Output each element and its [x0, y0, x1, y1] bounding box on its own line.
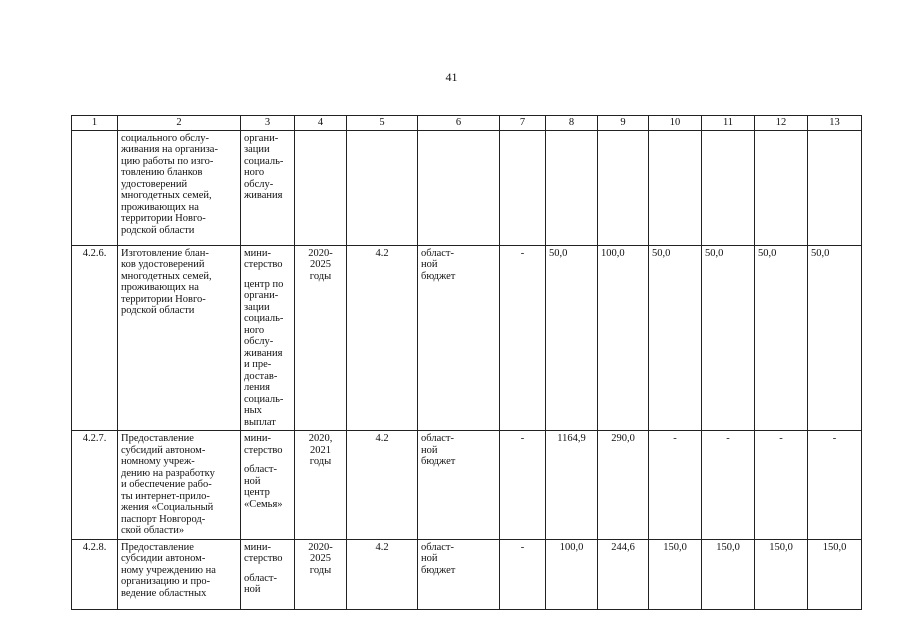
cell-line: живания	[244, 347, 283, 359]
cell-c13	[808, 130, 862, 245]
cell-c13: 150,0	[808, 539, 862, 609]
cell-line: бюджет	[421, 564, 456, 576]
cell-line: зации	[244, 301, 270, 313]
cell-line: мини-	[244, 541, 271, 553]
cell-c6	[418, 245, 500, 431]
cell-c10: 150,0	[649, 539, 702, 609]
cell-c3	[241, 431, 295, 540]
cell-line: област-	[421, 541, 454, 553]
cell-line: социаль-	[244, 313, 284, 324]
cell-line: родской области	[121, 224, 195, 236]
cell-line: социаль-	[244, 155, 284, 167]
cell-c4	[295, 130, 347, 245]
cell-line: 2020-	[308, 541, 333, 553]
cell-c1: 4.2.6.	[72, 245, 118, 431]
cell-line: органи-	[244, 132, 279, 144]
cell-line: Предоставление	[121, 433, 194, 444]
cell-line: органи-	[244, 290, 279, 301]
cell-line: 2021	[310, 444, 331, 456]
cell-line: ведение областных	[121, 587, 207, 599]
cell-line: и обеспечение рабо-	[121, 479, 212, 490]
cell-line: област-	[244, 572, 277, 584]
cell-line: родской области	[121, 305, 195, 316]
cell-c10: 50,0	[649, 245, 702, 431]
cell-line: 2020-	[308, 247, 333, 259]
cell-line: паспорт Новгород-	[121, 513, 206, 525]
cell-c2	[118, 130, 241, 245]
table-row	[72, 130, 862, 245]
cell-c12	[755, 130, 808, 245]
cell-c5: 4.2	[347, 245, 418, 431]
cell-line: ской области»	[121, 525, 185, 536]
cell-line: Предоставление	[121, 541, 194, 553]
cell-line: «Семья»	[244, 498, 283, 510]
cell-line: мини-	[244, 433, 271, 444]
cell-line: социального обслу-	[121, 132, 209, 144]
header-cell: 7	[500, 116, 546, 131]
cell-c3	[241, 130, 295, 245]
cell-line: живания	[244, 190, 283, 201]
cell-c12: 50,0	[755, 245, 808, 431]
cell-line: проживающих на	[121, 201, 199, 213]
cell-c8	[546, 130, 598, 245]
cell-line: бюджет	[421, 456, 456, 467]
table-row	[72, 539, 862, 609]
cell-line: ной	[244, 475, 261, 487]
cell-c8: 100,0	[546, 539, 598, 609]
cell-line: многодетных семей,	[121, 190, 212, 201]
header-cell: 4	[295, 116, 347, 131]
cell-line: годы	[309, 270, 332, 282]
cell-c5: 4.2	[347, 431, 418, 540]
cell-line: област-	[421, 247, 454, 259]
header-cell: 10	[649, 116, 702, 131]
cell-line: товлению бланков	[121, 167, 203, 178]
cell-c4	[295, 539, 347, 609]
cell-line: многодетных семей,	[121, 270, 212, 282]
cell-line: Изготовление блан-	[121, 247, 209, 259]
cell-c3	[241, 539, 295, 609]
header-cell: 12	[755, 116, 808, 131]
cell-c11: -	[702, 431, 755, 540]
cell-gap	[244, 565, 291, 573]
cell-line: стерство	[244, 444, 283, 456]
cell-c2	[118, 431, 241, 540]
cell-c11: 150,0	[702, 539, 755, 609]
cell-line: 2025	[310, 259, 331, 270]
cell-line: жения «Социальный	[121, 502, 214, 513]
cell-c5	[347, 130, 418, 245]
program-table	[71, 115, 862, 610]
cell-line: 2025	[310, 553, 331, 564]
cell-line: живания на организа-	[121, 144, 218, 155]
header-cell: 5	[347, 116, 418, 131]
cell-c9: 244,6	[598, 539, 649, 609]
cell-line: центр	[244, 487, 270, 498]
cell-gap	[244, 271, 291, 279]
cell-c7	[500, 130, 546, 245]
cell-line: ты интернет-прило-	[121, 490, 210, 502]
cell-c7: -	[500, 431, 546, 540]
cell-c11	[702, 130, 755, 245]
cell-line: ления	[244, 382, 270, 393]
cell-line: годы	[309, 456, 332, 467]
cell-line: и пре-	[244, 359, 272, 370]
cell-c10: -	[649, 431, 702, 540]
cell-c1: 4.2.7.	[72, 431, 118, 540]
cell-c2	[118, 245, 241, 431]
header-row	[72, 116, 862, 131]
cell-line: бюджет	[421, 270, 456, 282]
cell-line: территории Новго-	[121, 293, 206, 305]
cell-line: центр по	[244, 278, 284, 290]
cell-line: ному учреждению на	[121, 564, 216, 576]
cell-c11: 50,0	[702, 245, 755, 431]
cell-line: 2020,	[308, 433, 333, 444]
cell-line: организацию и про-	[121, 576, 211, 587]
cell-line: социаль-	[244, 393, 284, 405]
cell-c3	[241, 245, 295, 431]
cell-line: мини-	[244, 247, 271, 259]
cell-line: дению на разработку	[121, 467, 215, 479]
cell-c9	[598, 130, 649, 245]
cell-c8: 1164,9	[546, 431, 598, 540]
cell-line: территории Новго-	[121, 213, 206, 224]
cell-line: ного	[244, 167, 265, 178]
cell-c13: -	[808, 431, 862, 540]
cell-gap	[244, 456, 291, 464]
cell-c4	[295, 431, 347, 540]
cell-line: ной	[421, 259, 438, 270]
header-cell: 8	[546, 116, 598, 131]
cell-c13: 50,0	[808, 245, 862, 431]
header-cell: 9	[598, 116, 649, 131]
cell-c12: 150,0	[755, 539, 808, 609]
cell-c12: -	[755, 431, 808, 540]
table-row	[72, 431, 862, 540]
cell-line: обслу-	[244, 178, 274, 190]
cell-line: проживающих на	[121, 282, 199, 293]
cell-c5: 4.2	[347, 539, 418, 609]
cell-line: цию работы по изго-	[121, 155, 214, 167]
cell-line: субсидий автоном-	[121, 444, 206, 456]
header-cell: 6	[418, 116, 500, 131]
cell-line: ной	[421, 553, 438, 564]
cell-line: годы	[309, 564, 332, 576]
cell-line: стерство	[244, 259, 283, 270]
cell-c8: 50,0	[546, 245, 598, 431]
cell-line: стерство	[244, 553, 283, 564]
cell-c10	[649, 130, 702, 245]
header-cell: 1	[72, 116, 118, 131]
cell-line: ной	[421, 444, 438, 456]
cell-c6	[418, 431, 500, 540]
cell-line: субсидии автоном-	[121, 553, 206, 564]
cell-line: ных	[244, 405, 262, 416]
header-cell: 11	[702, 116, 755, 131]
cell-c9: 100,0	[598, 245, 649, 431]
cell-line: обслу-	[244, 336, 274, 347]
cell-line: ного	[244, 324, 265, 336]
cell-c6	[418, 130, 500, 245]
cell-line: выплат	[244, 416, 276, 428]
header-cell: 3	[241, 116, 295, 131]
header-cell: 2	[118, 116, 241, 131]
cell-c9: 290,0	[598, 431, 649, 540]
header-cell: 13	[808, 116, 862, 131]
cell-line: област-	[244, 464, 277, 475]
cell-c2	[118, 539, 241, 609]
table-row	[72, 245, 862, 431]
cell-c1	[72, 130, 118, 245]
page-number: 41	[445, 70, 458, 84]
cell-line: удостоверений	[121, 178, 188, 190]
cell-c6	[418, 539, 500, 609]
cell-c1: 4.2.8.	[72, 539, 118, 609]
cell-line: ной	[244, 584, 261, 595]
cell-line: номному учреж-	[121, 456, 195, 467]
cell-line: достав-	[244, 370, 278, 382]
cell-line: зации	[244, 144, 270, 155]
cell-c7: -	[500, 539, 546, 609]
cell-line: ков удостоверений	[121, 259, 205, 270]
cell-c4	[295, 245, 347, 431]
cell-c7: -	[500, 245, 546, 431]
cell-line: област-	[421, 433, 454, 444]
